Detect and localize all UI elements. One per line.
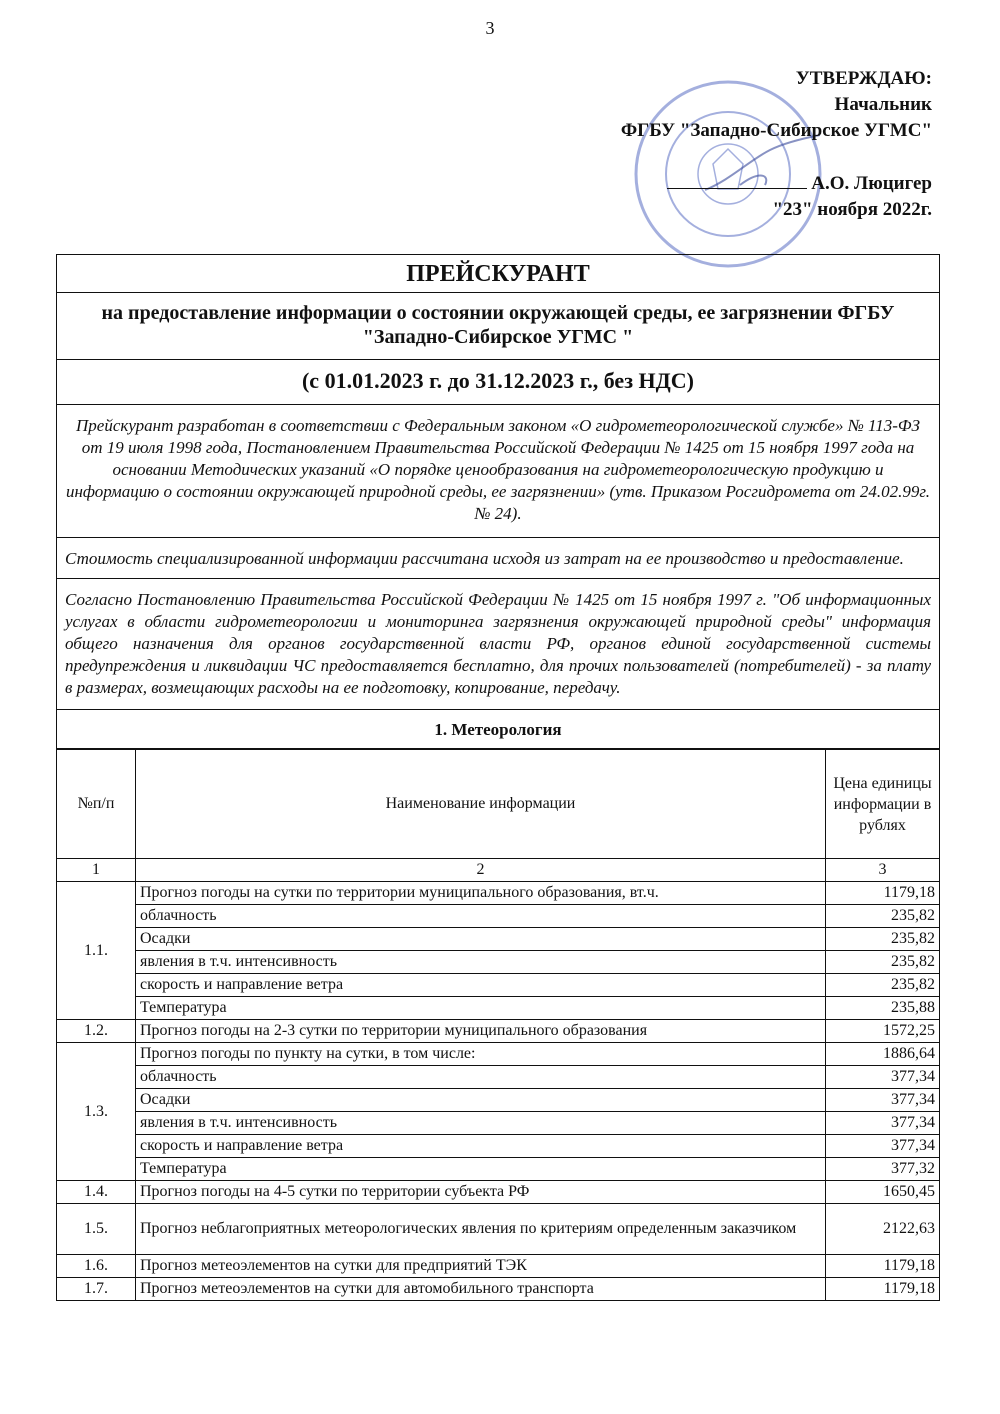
- table-row: [57, 1089, 939, 1112]
- table-row: [57, 951, 939, 974]
- item-price: 377,34: [826, 1089, 940, 1112]
- free-info-note: Согласно Постановлению Правительства Российской Федерации № 1425 от 15 ноября 1997 г. "Об информационных услугах в области гидрометеорологии и мониторинга загрязнения окружающей природной среды" информация общего назначения для органов государственной власти РФ, органов единой государственной системы предупреждения и ликвидации ЧС предоставляется бесплатно, для прочих пользователей (потребителей) - за плату в размерах, возмещающих расходы на ее подготовку, копирование, передачу.: [57, 579, 939, 710]
- validity-period: (с 01.01.2023 г. до 31.12.2023 г., без НДС): [57, 360, 939, 405]
- header-price: Цена единицы информации в рублях: [826, 750, 940, 859]
- item-price: 235,88: [826, 997, 940, 1020]
- column-numbers-row: [57, 859, 939, 882]
- table-row: [57, 1043, 939, 1066]
- item-name: Температура: [136, 997, 826, 1020]
- header-name: Наименование информации: [136, 750, 826, 859]
- item-name: скорость и направление ветра: [136, 974, 826, 997]
- approval-position: Начальник: [834, 94, 932, 115]
- table-row: [57, 1255, 939, 1278]
- item-name: явления в т.ч. интенсивность: [136, 1112, 826, 1135]
- table-header-row: [57, 750, 939, 859]
- item-price: 2122,63: [826, 1204, 940, 1255]
- item-name: Прогноз метеоэлементов на сутки для автомобильного транспорта: [136, 1278, 826, 1301]
- item-number: 1.1.: [57, 882, 136, 1020]
- item-price: 235,82: [826, 951, 940, 974]
- item-name: Прогноз погоды на 4-5 сутки по территории субъекта РФ: [136, 1181, 826, 1204]
- table-row: [57, 928, 939, 951]
- table-row: [57, 1066, 939, 1089]
- item-name: явления в т.ч. интенсивность: [136, 951, 826, 974]
- approval-signer-line: [512, 170, 932, 197]
- item-name: Прогноз погоды на 2-3 сутки по территории муниципального образования: [136, 1020, 826, 1043]
- item-price: 1886,64: [826, 1043, 940, 1066]
- item-name: Прогноз погоды по пункту на сутки, в том числе:: [136, 1043, 826, 1066]
- approval-signer: А.О. Люцигер: [811, 173, 932, 194]
- table-row: [57, 905, 939, 928]
- item-price: 1179,18: [826, 1255, 940, 1278]
- table-row: [57, 974, 939, 997]
- item-name: Осадки: [136, 928, 826, 951]
- item-price: 1650,45: [826, 1181, 940, 1204]
- approval-date: "23" ноября 2022г.: [772, 199, 932, 220]
- item-price: 377,34: [826, 1112, 940, 1135]
- signature-line: [667, 170, 807, 189]
- table-row: [57, 1278, 939, 1301]
- column-number: 1: [57, 859, 136, 882]
- section-title: 1. Метеорология: [57, 710, 939, 749]
- item-number: 1.3.: [57, 1043, 136, 1181]
- item-number: 1.7.: [57, 1278, 136, 1301]
- table-row: [57, 1112, 939, 1135]
- page-number: 3: [485, 18, 495, 38]
- item-price: 235,82: [826, 928, 940, 951]
- item-price: 1572,25: [826, 1020, 940, 1043]
- approval-organization: ФГБУ "Западно-Сибирское УГМС": [620, 120, 932, 141]
- item-name: Осадки: [136, 1089, 826, 1112]
- column-number: 3: [826, 859, 940, 882]
- item-name: облачность: [136, 905, 826, 928]
- item-name: Прогноз неблагоприятных метеорологических явления по критериям определенным заказчиком: [136, 1204, 826, 1255]
- table-row: [57, 1020, 939, 1043]
- document-subtitle: на предоставление информации о состоянии окружающей среды, ее загрязнении ФГБУ "Западно-Сибирское УГМС ": [57, 293, 939, 360]
- item-name: облачность: [136, 1066, 826, 1089]
- table-row: [57, 997, 939, 1020]
- item-price: 377,32: [826, 1158, 940, 1181]
- item-price: 235,82: [826, 905, 940, 928]
- legal-basis-note: Прейскурант разработан в соответствии с Федеральным законом «О гидрометеорологической службе» № 113-ФЗ от 19 июля 1998 года, Постановлением Правительства Российской Федерации № 1425 от 15 ноября 1997 года на основании Методических указаний «О порядке ценообразования на гидрометеорологическую продукцию и информацию о состоянии окружающей природной среды, ее загрязнении» (утв. Приказом Росгидромета от 24.02.99г. № 24).: [57, 405, 939, 538]
- table-row: [57, 1181, 939, 1204]
- item-name: Прогноз погоды на сутки по территории муниципального образования, вт.ч.: [136, 882, 826, 905]
- cost-note: Стоимость специализированной информации рассчитана исходя из затрат на ее производство и предоставление.: [57, 538, 939, 579]
- item-price: 1179,18: [826, 1278, 940, 1301]
- item-price: 1179,18: [826, 882, 940, 905]
- document-title: ПРЕЙСКУРАНТ: [57, 255, 939, 293]
- item-name: Прогноз метеоэлементов на сутки для предприятий ТЭК: [136, 1255, 826, 1278]
- price-list-sheet: [56, 254, 940, 1301]
- approval-block: [512, 66, 932, 223]
- item-number: 1.2.: [57, 1020, 136, 1043]
- header-number: №п/п: [57, 750, 136, 859]
- table-row: [57, 882, 939, 905]
- item-name: Температура: [136, 1158, 826, 1181]
- item-number: 1.5.: [57, 1204, 136, 1255]
- item-price: 377,34: [826, 1135, 940, 1158]
- item-number: 1.4.: [57, 1181, 136, 1204]
- item-price: 235,82: [826, 974, 940, 997]
- table-row: [57, 1204, 939, 1255]
- table-row: [57, 1158, 939, 1181]
- item-number: 1.6.: [57, 1255, 136, 1278]
- approval-heading: УТВЕРЖДАЮ:: [795, 68, 932, 89]
- table-row: [57, 1135, 939, 1158]
- column-number: 2: [136, 859, 826, 882]
- price-table: [57, 749, 939, 1301]
- item-price: 377,34: [826, 1066, 940, 1089]
- item-name: скорость и направление ветра: [136, 1135, 826, 1158]
